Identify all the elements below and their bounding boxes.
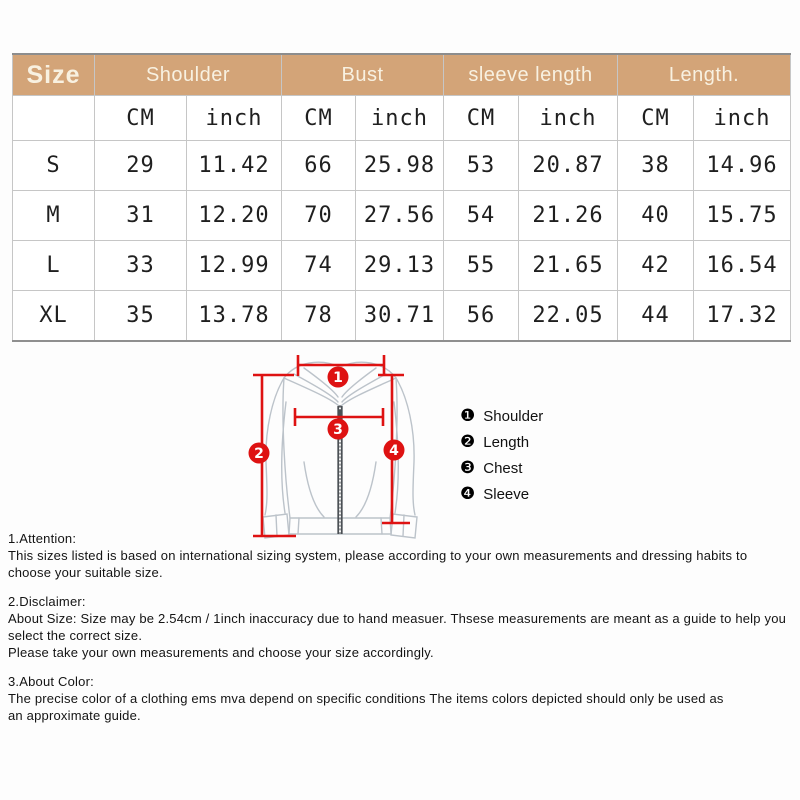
- circled-3-icon: ❸: [460, 457, 476, 478]
- measurement-cell: 21.26: [519, 191, 618, 241]
- blank-cell: [13, 96, 95, 141]
- measurement-legend: [460, 403, 543, 507]
- size-column-header: Size: [13, 54, 95, 96]
- legend-label: Shoulder: [483, 407, 544, 425]
- size-chart-table: [12, 53, 791, 342]
- table-row-s: [13, 141, 791, 191]
- legend-item-length: [460, 429, 543, 455]
- note-heading: 3.About Color:: [8, 674, 94, 689]
- note-line: Please take your own measurements and choose your size accordingly.: [8, 645, 434, 660]
- measurement-cell: 70: [282, 191, 356, 241]
- measurement-cell: 44: [618, 291, 694, 342]
- measurement-cell: 20.87: [519, 141, 618, 191]
- note-heading: 1.Attention:: [8, 531, 77, 546]
- note-about-color: [8, 673, 794, 724]
- unit-cell-inch: inch: [519, 96, 618, 141]
- note-line: The precise color of a clothing ems mva depend on specific conditions The items colors depicted should only be used as: [8, 691, 724, 706]
- table-row-m: [13, 191, 791, 241]
- circled-2-icon: ❷: [460, 431, 476, 452]
- marker-4: 4: [389, 443, 399, 459]
- measurement-cell: 74: [282, 241, 356, 291]
- measurement-cell: 15.75: [694, 191, 791, 241]
- unit-cell-inch: inch: [187, 96, 282, 141]
- group-header-sleeve-length: sleeve length: [444, 54, 618, 96]
- marker-3: 3: [333, 422, 343, 438]
- measurement-cell: 33: [95, 241, 187, 291]
- measurement-cell: 27.56: [356, 191, 444, 241]
- measurement-cell: 13.78: [187, 291, 282, 342]
- measurement-cell: 11.42: [187, 141, 282, 191]
- measurement-cell: 22.05: [519, 291, 618, 342]
- marker-1: 1: [333, 370, 343, 386]
- measurement-cell: 14.96: [694, 141, 791, 191]
- table-row-xl: [13, 291, 791, 342]
- measurement-cell: 53: [444, 141, 519, 191]
- measurement-cell: 54: [444, 191, 519, 241]
- measurement-cell: 21.65: [519, 241, 618, 291]
- legend-label: Length: [483, 433, 530, 451]
- size-label: S: [13, 141, 95, 191]
- marker-2: 2: [254, 446, 264, 462]
- unit-cell-cm: CM: [444, 96, 519, 141]
- measurement-cell: 31: [95, 191, 187, 241]
- measurement-cell: 12.20: [187, 191, 282, 241]
- measurement-cell: 29: [95, 141, 187, 191]
- measurement-cell: 29.13: [356, 241, 444, 291]
- note-attention: [8, 530, 794, 581]
- circled-4-icon: ❹: [460, 483, 476, 504]
- legend-item-shoulder: [460, 403, 543, 429]
- note-line: This sizes listed is based on international sizing system, please according to your own measurements and dressing habits to choose your suitable size.: [8, 548, 748, 580]
- note-line: About Size: Size may be 2.54cm / 1inch inaccuracy due to hand measuer. Thsese measurements are meant as a guide to help you select the correct size.: [8, 611, 787, 643]
- legend-item-chest: [460, 455, 543, 481]
- measurement-cell: 42: [618, 241, 694, 291]
- measurement-cell: 35: [95, 291, 187, 342]
- group-header-length: Length.: [618, 54, 791, 96]
- unit-cell-cm: CM: [282, 96, 356, 141]
- measurement-cell: 25.98: [356, 141, 444, 191]
- size-label: XL: [13, 291, 95, 342]
- measurement-cell: 66: [282, 141, 356, 191]
- measurement-cell: 17.32: [694, 291, 791, 342]
- measurement-cell: 12.99: [187, 241, 282, 291]
- size-label: L: [13, 241, 95, 291]
- unit-cell-inch: inch: [356, 96, 444, 141]
- legend-item-sleeve: [460, 481, 543, 507]
- unit-header-row: [13, 96, 791, 141]
- unit-cell-cm: CM: [95, 96, 187, 141]
- table-row-l: [13, 241, 791, 291]
- unit-cell-cm: CM: [618, 96, 694, 141]
- measurement-cell: 56: [444, 291, 519, 342]
- measurement-cell: 55: [444, 241, 519, 291]
- legend-label: Sleeve: [483, 485, 530, 503]
- circled-1-icon: ❶: [460, 405, 476, 426]
- unit-cell-inch: inch: [694, 96, 791, 141]
- legend-label: Chest: [483, 459, 523, 477]
- group-header-bust: Bust: [282, 54, 444, 96]
- measurement-cell: 30.71: [356, 291, 444, 342]
- group-header-shoulder: Shoulder: [95, 54, 282, 96]
- measurement-cell: 40: [618, 191, 694, 241]
- measurement-markers: [249, 367, 405, 464]
- size-label: M: [13, 191, 95, 241]
- table-header-row: [13, 54, 791, 96]
- note-heading: 2.Disclaimer:: [8, 594, 86, 609]
- note-disclaimer: [8, 593, 794, 661]
- notes-block: [8, 530, 794, 736]
- measurement-cell: 38: [618, 141, 694, 191]
- measurement-cell: 78: [282, 291, 356, 342]
- note-line: an approximate guide.: [8, 708, 141, 723]
- measurement-cell: 16.54: [694, 241, 791, 291]
